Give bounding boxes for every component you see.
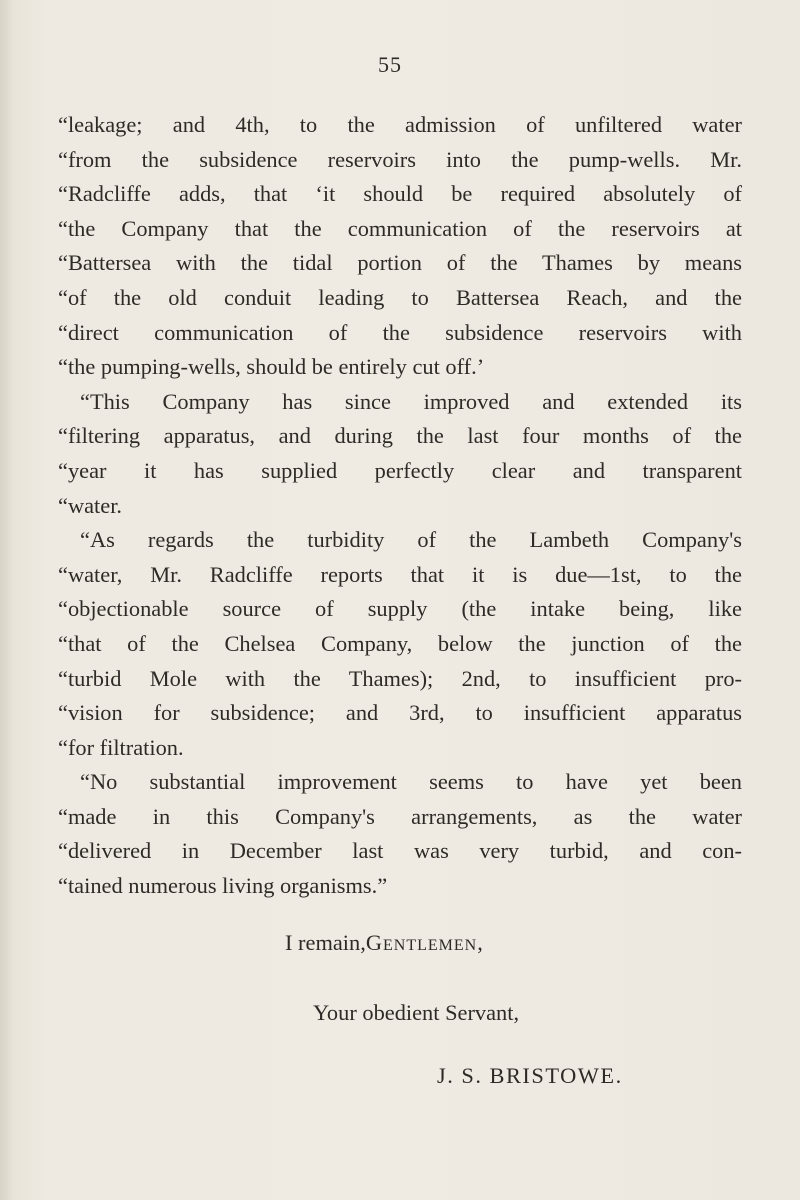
signature: [0, 1063, 800, 1089]
text-line: “direct communication of the subsidence reservoirs with: [58, 319, 742, 345]
text-line: “leakage; and 4th, to the admission of unfiltered water: [58, 112, 742, 137]
text-line: “the Company that the communication of the reservoirs at: [58, 215, 742, 241]
text-line: “vision for subsidence; and 3rd, to insufficient apparatus: [58, 700, 742, 726]
text-line: “As regards the turbidity of the Lambeth Company's: [80, 527, 742, 553]
salutation: [0, 930, 800, 956]
salutation-text: [285, 930, 484, 956]
text-line: “No substantial improvement seems to have yet been: [80, 769, 742, 795]
text-line: “year it has supplied perfectly clear and transparent: [58, 457, 742, 483]
text-line: “for filtration.: [58, 734, 184, 760]
text-line: “made in this Company's arrangements, as the water: [58, 803, 742, 829]
letter-body: [58, 108, 742, 904]
page-number: 55: [378, 52, 402, 77]
text-line: “objectionable source of supply (the intake being, like: [58, 596, 742, 622]
salutation-prefix: I remain,: [285, 930, 366, 955]
text-line: “tained numerous living organisms.”: [58, 873, 388, 899]
text-line: “water, Mr. Radcliffe reports that it is due—1st, to the: [58, 561, 742, 587]
valediction: [0, 1000, 800, 1026]
text-line: “delivered in December last was very turbid, and con-: [58, 838, 742, 864]
text-line: “that of the Chelsea Company, below the junction of the: [58, 630, 742, 656]
text-line: “of the old conduit leading to Battersea Reach, and the: [58, 284, 742, 310]
text-line: “Radcliffe adds, that ‘it should be required absolutely of: [58, 181, 742, 207]
salutation-caps: Gentlemen,: [365, 930, 484, 955]
text-line: “the pumping-wells, should be entirely cut off.’: [58, 354, 485, 380]
valediction-text: Your obedient Servant,: [313, 1000, 520, 1025]
text-line: “water.: [58, 492, 123, 518]
text-line: “This Company has since improved and extended its: [80, 388, 742, 414]
text-line: “filtering apparatus, and during the last four months of the: [58, 423, 742, 449]
text-line: “turbid Mole with the Thames); 2nd, to insufficient pro-: [58, 665, 742, 691]
text-line: “Battersea with the tidal portion of the Thames by means: [58, 250, 742, 276]
signature-text: J. S. BRISTOWE.: [437, 1063, 623, 1088]
text-line: “from the subsidence reservoirs into the pump-wells. Mr.: [58, 146, 742, 172]
